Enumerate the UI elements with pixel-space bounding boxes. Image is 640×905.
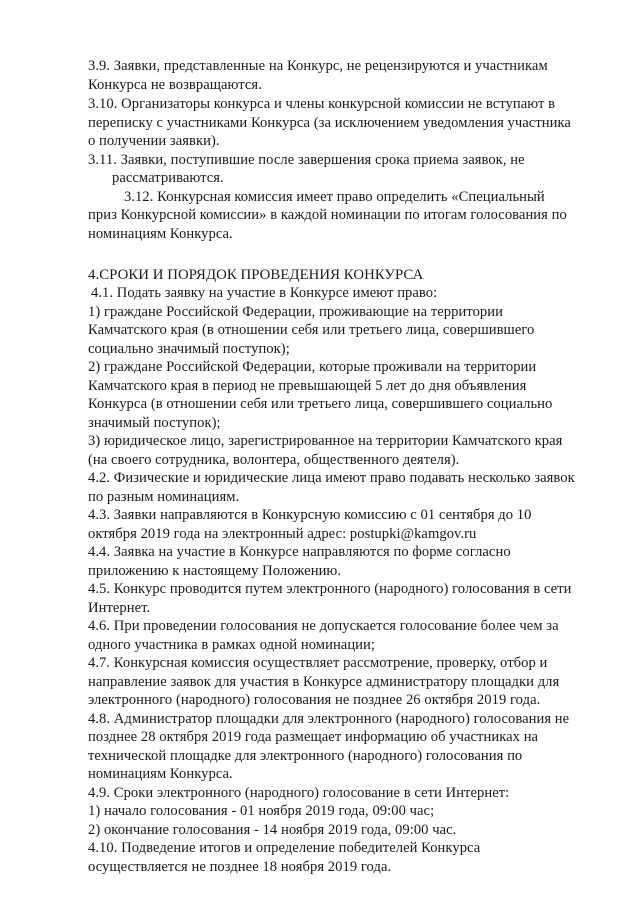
text-line: номинациям Конкурса. — [88, 766, 233, 782]
text-line: рассматриваются. — [112, 170, 224, 186]
text-line: 4.9. Сроки электронного (народного) голосование в сети Интернет: — [88, 785, 510, 801]
text-line: 2) окончание голосования - 14 ноября 2019 года, 09:00 час. — [88, 822, 457, 838]
text-line: Конкурса (в отношении себя или третьего лица, совершившего социально — [88, 396, 553, 412]
text-line: 3.9. Заявки, представленные на Конкурс, не рецензируются и участникам — [88, 58, 548, 74]
text-line: 3.10. Организаторы конкурса и члены конкурсной комиссии не вступают в — [88, 96, 556, 112]
text-line: 1) граждане Российской Федерации, проживающие на территории — [88, 304, 504, 320]
text-line: 4.6. При проведении голосования не допускается голосование более чем за — [88, 618, 559, 634]
text-line: Конкурса не возвращаются. — [88, 77, 262, 93]
text-line: по разным номинациям. — [88, 489, 240, 505]
text-line: одного участника в рамках одной номинации; — [88, 637, 376, 653]
text-line: приложению к настоящему Положению. — [88, 563, 342, 579]
text-line: 4.2. Физические и юридические лица имеют право подавать несколько заявок — [88, 470, 575, 486]
text-line: 4.5. Конкурс проводится путем электронного (народного) голосования в сети — [88, 581, 572, 597]
text-line: 2) граждане Российской Федерации, которые проживали на территории — [88, 359, 537, 375]
text-line: номинациям Конкурса. — [88, 226, 233, 242]
text-line: 4.4. Заявка на участие в Конкурсе направляются по форме согласно — [88, 544, 511, 560]
text-line: приз Конкурсной комиссии» в каждой номинации по итогам голосования по — [88, 207, 567, 223]
text-line: о получении заявки). — [88, 133, 220, 149]
text-line: 3.12. Конкурсная комиссия имеет право определить «Специальный — [124, 189, 545, 205]
text-line: (на своего сотрудника, волонтера, общественного деятеля). — [88, 452, 460, 468]
text-line: Камчатского края в период не превышающей 5 лет до дня объявления — [88, 378, 527, 394]
text-line: осуществляется не позднее 18 ноября 2019 года. — [88, 859, 392, 875]
text-line: технической площадке для электронного (народного) голосования по — [88, 748, 523, 764]
text-line: Камчатского края (в отношении себя или третьего лица, совершившего — [88, 322, 535, 338]
text-line: направление заявок для участия в Конкурсе администратору площадки для — [88, 674, 560, 690]
text-line: 4.10. Подведение итогов и определение победителей Конкурса — [88, 840, 481, 856]
text-line: 4.7. Конкурсная комиссия осуществляет рассмотрение, проверку, отбор и — [88, 655, 548, 671]
text-line: электронного (народного) голосования не позднее 26 октября 2019 года. — [88, 692, 541, 708]
text-line: 4.1. Подать заявку на участие в Конкурсе имеют право: — [91, 285, 438, 301]
text-line: 3) юридическое лицо, зарегистрированное на территории Камчатского края — [88, 433, 563, 449]
text-line: Интернет. — [88, 600, 151, 616]
text-line: 1) начало голосования - 01 ноября 2019 года, 09:00 час; — [88, 803, 435, 819]
section-heading: 4.СРОКИ И ПОРЯДОК ПРОВЕДЕНИЯ КОНКУРСА — [88, 267, 424, 283]
text-line: 4.3. Заявки направляются в Конкурсную комиссию с 01 сентября до 10 — [88, 507, 532, 523]
text-line: переписку с участниками Конкурса (за исключением уведомления участника — [88, 115, 571, 131]
text-line: позднее 28 октября 2019 года размещает информацию об участниках на — [88, 729, 539, 745]
text-line: 4.8. Администратор площадки для электронного (народного) голосования не — [88, 711, 570, 727]
text-line: 3.11. Заявки, поступившие после завершения срока приема заявок, не — [88, 152, 525, 168]
text-line: социально значимый поступок); — [88, 341, 290, 357]
text-line: значимый поступок); — [88, 415, 221, 431]
text-line: октября 2019 года на электронный адрес: postupki@kamgov.ru — [88, 526, 477, 542]
